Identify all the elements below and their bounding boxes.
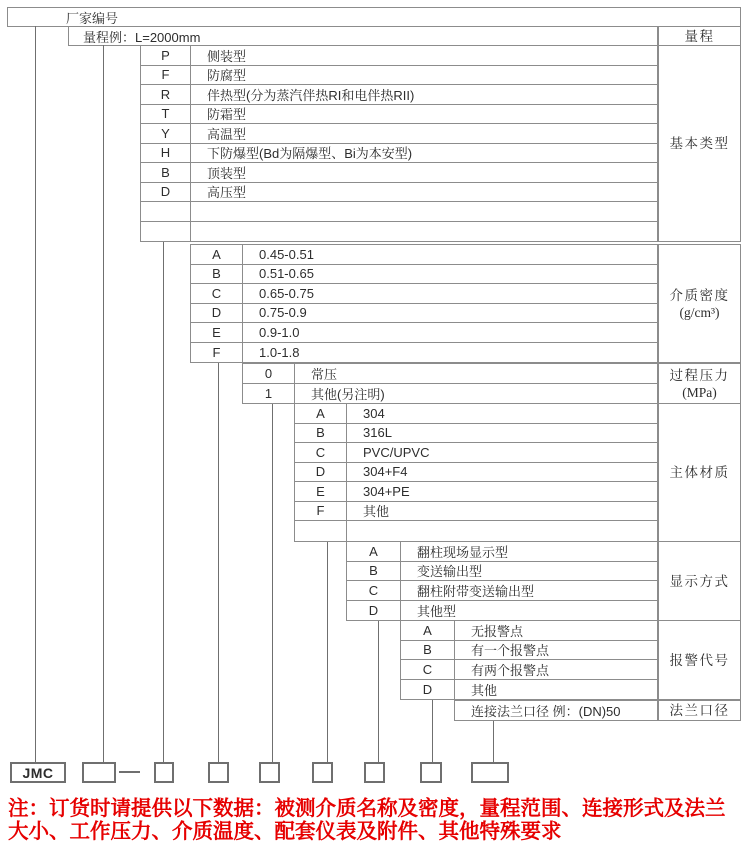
option-code: 1 [243, 384, 295, 404]
option-desc: 其他 [471, 682, 498, 698]
option-code: 0 [243, 364, 295, 383]
option-row [191, 284, 657, 304]
section-flange-size [454, 700, 658, 721]
option-code: D [347, 601, 401, 621]
option-desc: 高温型 [207, 126, 247, 142]
option-row [295, 443, 657, 463]
code-box-density [208, 762, 229, 783]
option-row [191, 245, 657, 265]
option-row [141, 124, 657, 144]
option-code: A [401, 621, 455, 640]
option-row [141, 66, 657, 86]
option-desc [191, 202, 657, 221]
connector-pressure [272, 403, 273, 763]
option-row [295, 463, 657, 483]
code-box-material [312, 762, 333, 783]
option-row [347, 542, 657, 562]
connector-manufacturer [35, 26, 36, 763]
option-desc: 伴热型(分为蒸汽伴热RI和电伴热RII) [207, 87, 415, 103]
option-row [141, 46, 657, 66]
option-row [295, 521, 657, 541]
category-alarm-code-label: 报警代号 [669, 652, 730, 668]
option-row [141, 144, 657, 164]
option-desc: 0.51-0.65 [259, 266, 314, 282]
option-code: C [401, 660, 455, 679]
option-desc: 304+F4 [363, 464, 408, 480]
option-desc: 304 [363, 405, 385, 421]
option-row [243, 364, 657, 384]
option-desc: 高压型 [207, 185, 247, 201]
option-code: R [141, 85, 191, 104]
code-box-alarm-code [420, 762, 442, 783]
category-basic-type-label: 基本类型 [669, 136, 730, 151]
option-row [401, 621, 657, 641]
option-code: T [141, 105, 191, 124]
option-row [295, 424, 657, 444]
option-desc: 无报警点 [471, 623, 524, 639]
option-row [141, 163, 657, 183]
code-box-pressure [259, 762, 280, 783]
option-code: B [401, 641, 455, 660]
option-desc: 其他(另注明) [311, 386, 385, 402]
connector-density [218, 362, 219, 763]
option-code: Y [141, 124, 191, 143]
category-flange-size-label: 法兰口径 [669, 703, 730, 718]
option-code [141, 222, 191, 242]
option-desc: 有一个报警点 [471, 643, 550, 659]
code-box-display-mode [364, 762, 385, 783]
option-desc: 有两个报警点 [471, 662, 550, 678]
option-code: P [141, 46, 191, 65]
model-prefix-box [10, 762, 66, 783]
range-example-text: 量程例：L=2000mm [83, 29, 201, 45]
option-desc: 其他型 [417, 603, 457, 619]
category-range [658, 26, 741, 46]
option-code: D [191, 304, 243, 323]
option-row [347, 562, 657, 582]
option-desc: 其他 [363, 504, 390, 520]
ordering-note-line1: 注：订货时请提供以下数据：被测介质名称及密度，量程范围、连接形式及法兰 [8, 797, 726, 820]
option-desc: 316L [363, 425, 392, 441]
option-row [295, 482, 657, 502]
option-row [295, 502, 657, 522]
ordering-note [8, 797, 744, 843]
section-alarm-code [400, 620, 658, 700]
option-row [455, 701, 657, 720]
option-code: A [191, 245, 243, 264]
option-code: B [191, 265, 243, 284]
option-desc: 1.0-1.8 [259, 344, 300, 360]
option-desc: 侧装型 [207, 48, 247, 64]
option-row [191, 265, 657, 285]
ordering-note-line2: 大小、工作压力、介质温度、配套仪表及附件、其他特殊要求 [8, 820, 562, 843]
flange-size-text: 连接法兰口径 例：(DN)50 [471, 704, 621, 719]
category-alarm-code [658, 620, 741, 700]
category-material-label: 主体材质 [669, 465, 730, 480]
code-box-basic-type [154, 762, 174, 783]
option-desc: PVC/UPVC [363, 444, 430, 460]
option-row [401, 641, 657, 661]
category-density-unit: (g/cm³) [679, 304, 720, 320]
option-desc: 0.45-0.51 [259, 246, 314, 262]
option-row [243, 384, 657, 404]
option-code: A [295, 404, 347, 423]
option-code: C [191, 284, 243, 303]
section-pressure [242, 363, 658, 404]
option-row [191, 323, 657, 343]
code-box-flange-size [471, 762, 509, 783]
category-display-mode [658, 541, 741, 621]
manufacturer-number-row [7, 7, 741, 27]
section-basic-type [140, 45, 658, 242]
connector-display [378, 620, 379, 763]
option-desc: 翻柱现场显示型 [417, 544, 509, 560]
option-row [141, 202, 657, 222]
option-desc: 0.9-1.0 [259, 324, 300, 340]
option-desc: 翻柱附带变送输出型 [417, 583, 535, 599]
option-code: C [347, 581, 401, 600]
option-code [141, 202, 191, 221]
code-box-range [82, 762, 116, 783]
option-code: B [295, 424, 347, 443]
category-material [658, 403, 741, 542]
section-material [294, 403, 658, 542]
category-range-label: 量程 [684, 28, 715, 44]
option-code: F [191, 343, 243, 363]
range-example-row [68, 26, 658, 46]
category-flange-size [658, 700, 741, 721]
option-desc: 防霜型 [207, 107, 247, 123]
category-pressure [658, 363, 741, 404]
option-desc: 下防爆型(Bd为隔爆型、Bi为本安型) [207, 146, 413, 162]
connector-material [327, 541, 328, 763]
option-desc: 变送输出型 [417, 564, 483, 580]
option-code: H [141, 144, 191, 163]
option-row [401, 660, 657, 680]
manufacturer-number-label: 厂家编号 [66, 10, 119, 26]
category-density-label: 介质密度 [669, 287, 730, 303]
option-code: F [141, 66, 191, 85]
option-row [141, 105, 657, 125]
option-code: B [141, 163, 191, 182]
option-code: E [295, 482, 347, 501]
option-code: B [347, 562, 401, 581]
option-row [141, 85, 657, 105]
category-pressure-label: 过程压力 [669, 367, 730, 383]
dash-separator [119, 771, 140, 773]
option-row [191, 304, 657, 324]
option-code: A [347, 542, 401, 561]
option-code [295, 521, 347, 541]
option-code: F [295, 502, 347, 521]
option-desc [347, 521, 657, 541]
option-row [141, 222, 657, 242]
model-prefix-label: JMC [22, 764, 54, 781]
option-code: C [295, 443, 347, 462]
option-desc: 常压 [311, 366, 338, 382]
option-code: E [191, 323, 243, 342]
option-row [347, 581, 657, 601]
option-row [347, 601, 657, 621]
option-code: D [401, 680, 455, 700]
option-desc: 0.65-0.75 [259, 285, 314, 301]
option-desc: 304+PE [363, 483, 410, 499]
option-desc [191, 222, 657, 242]
option-row [141, 183, 657, 203]
category-pressure-unit: (MPa) [682, 384, 717, 400]
connector-alarm [432, 699, 433, 763]
option-row [401, 680, 657, 700]
option-row [295, 404, 657, 424]
option-desc: 防腐型 [207, 68, 247, 84]
section-density [190, 244, 658, 363]
option-code: D [295, 463, 347, 482]
option-desc: 顶装型 [207, 165, 247, 181]
section-display-mode [346, 541, 658, 621]
connector-flange [493, 720, 494, 763]
option-desc: 0.75-0.9 [259, 305, 307, 321]
connector-basic-type [163, 241, 164, 763]
category-display-mode-label: 显示方式 [669, 573, 730, 589]
option-code: D [141, 183, 191, 202]
category-density [658, 244, 741, 363]
option-row [191, 343, 657, 363]
category-basic-type [658, 45, 741, 242]
connector-range [103, 45, 104, 763]
